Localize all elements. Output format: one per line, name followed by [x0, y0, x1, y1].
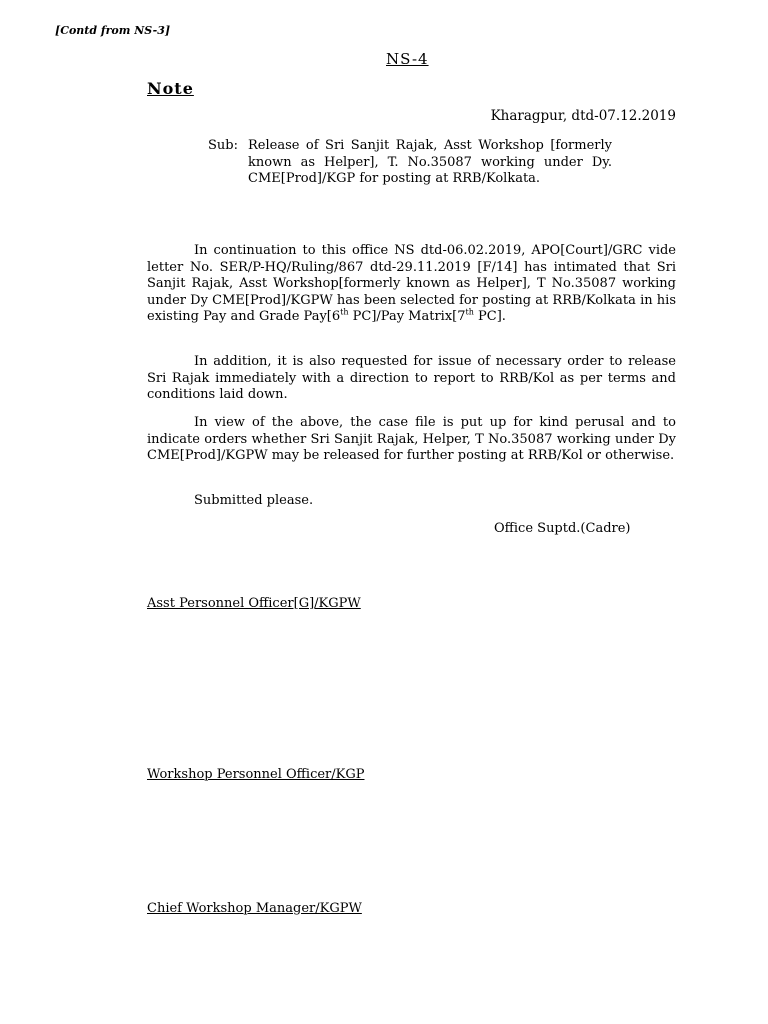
note-sheet-number: NS-4 — [386, 50, 429, 68]
addressee-cwm: Chief Workshop Manager/KGPW — [147, 901, 362, 916]
subject-label: Sub: — [208, 138, 238, 153]
submitted-line: Submitted please. — [194, 493, 314, 508]
para1-superscript-2: th — [465, 307, 474, 317]
subject-text: Release of Sri Sanjit Rajak, Asst Workshop [formerly known as Helper], T. No.35087 working under Dy. CME[Prod]/KGP for posting at RRB/Kolkata. — [248, 138, 612, 186]
body-paragraph-1 — [147, 243, 676, 326]
para1-superscript-1: th — [340, 307, 349, 317]
body-paragraph-3: In view of the above, the case file is put up for kind perusal and to indicate orders whether Sri Sanjit Rajak, Helper, T No.35087 working under Dy CME[Prod]/KGPW may be released for further posting at RRB/Kol or otherwise. — [147, 415, 676, 463]
para1-text-a: In continuation to this office NS dtd-06.02.2019, APO[Court]/GRC vide letter No. SER/P-HQ/Ruling/867 dtd-29.11.2019 [F/14] has intimated that Sri Sanjit Rajak, Asst Workshop[formerly known as Helper], T No.35087 working under Dy CME[Prod]/KGPW has been selected for posting at RRB/Kolkata in his existing Pay and Grade Pay[6 — [147, 243, 676, 324]
addressee-wpo: Workshop Personnel Officer/KGP — [147, 767, 365, 782]
para1-text-c: PC]. — [473, 309, 506, 324]
signatory: Office Suptd.(Cadre) — [494, 521, 631, 536]
continued-from-label: [Contd from NS-3] — [55, 24, 171, 37]
page-title: Note — [147, 79, 194, 98]
subject-block — [208, 138, 612, 188]
addressee-apo: Asst Personnel Officer[G]/KGPW — [147, 596, 361, 611]
para1-text-b: PC]/Pay Matrix[7 — [348, 309, 466, 324]
place-date: Kharagpur, dtd-07.12.2019 — [490, 108, 676, 124]
body-paragraph-2: In addition, it is also requested for issue of necessary order to release Sri Rajak immediately with a direction to report to RRB/Kol as per terms and conditions laid down. — [147, 354, 676, 402]
